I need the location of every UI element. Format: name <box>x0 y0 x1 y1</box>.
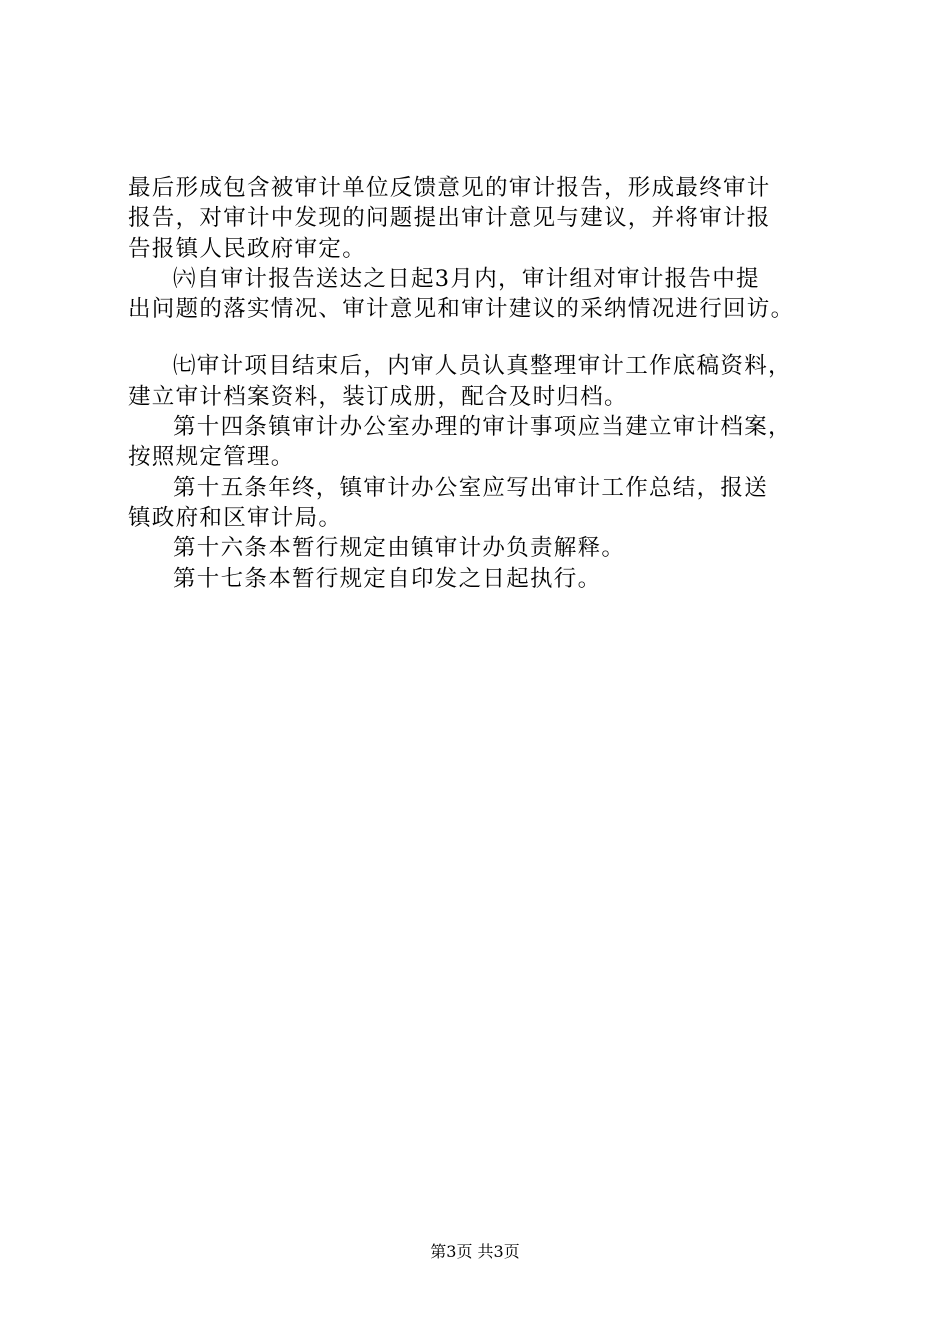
text-line: 建立审计档案资料，装订成册，配合及时归档。 <box>128 383 628 410</box>
page-footer: 第3页 共3页 <box>430 1242 520 1261</box>
text-line: 告报镇人民政府审定。 <box>128 235 367 262</box>
text-line: 按照规定管理。 <box>128 444 295 471</box>
text-line: 第十四条镇审计办公室办理的审计事项应当建立审计档案， <box>173 414 792 441</box>
text-line: 第十六条本暂行规定由镇审计办负责解释。 <box>173 535 626 562</box>
document-body <box>128 173 838 594</box>
text-line: 第十五条年终，镇审计办公室应写出审计工作总结，报送 <box>173 474 769 501</box>
paragraph-gap <box>128 324 838 351</box>
text-line: 最后形成包含被审计单位反馈意见的审计报告，形成最终审计 <box>128 175 771 201</box>
text-line: 镇政府和区审计局。 <box>128 504 343 531</box>
text-line: 第十七条本暂行规定自印发之日起执行。 <box>173 565 602 592</box>
text-line: 出问题的落实情况、审计意见和审计建议的采纳情况进行回访。 <box>128 296 795 323</box>
text-line: ㈥自审计报告送达之日起3月内，审计组对审计报告中提 <box>173 265 760 292</box>
text-line: ㈦审计项目结束后，内审人员认真整理审计工作底稿资料， <box>173 353 792 380</box>
text-line: 报告，对审计中发现的问题提出审计意见与建议，并将审计报 <box>128 205 771 232</box>
